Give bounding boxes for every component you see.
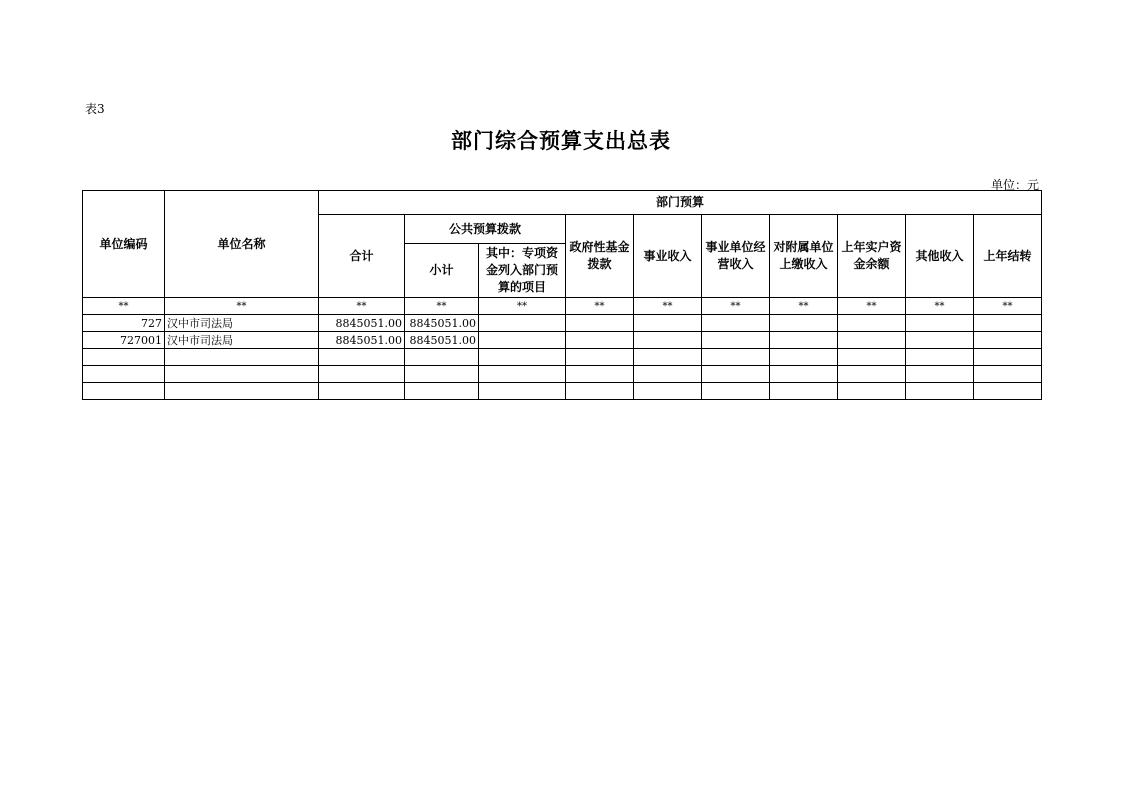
cell-operating: [702, 332, 770, 349]
header-unit-code: 单位编码: [83, 191, 165, 298]
page-title: 部门综合预算支出总表: [451, 129, 671, 153]
cell-other: [906, 366, 974, 383]
marker-cell: **: [702, 298, 770, 315]
cell-prior: [838, 349, 906, 366]
cell-gov-fund: [566, 315, 634, 332]
cell-prior: [838, 332, 906, 349]
cell-subsidiary: [770, 315, 838, 332]
marker-cell: **: [634, 298, 702, 315]
cell-carry: [974, 332, 1042, 349]
cell-subsidiary: [770, 332, 838, 349]
cell-carry: [974, 349, 1042, 366]
cell-total: [319, 349, 405, 366]
marker-cell: **: [165, 298, 319, 315]
marker-cell: **: [479, 298, 566, 315]
header-unit-name: 单位名称: [165, 191, 319, 298]
cell-other: [906, 332, 974, 349]
header-total: 合计: [319, 215, 405, 298]
marker-cell: **: [770, 298, 838, 315]
cell-special: [479, 349, 566, 366]
cell-other: [906, 349, 974, 366]
table-row: [83, 349, 1042, 366]
cell-name: 汉中市司法局: [165, 332, 319, 349]
marker-cell: **: [405, 298, 479, 315]
cell-business: [634, 349, 702, 366]
unit-label: 单位：元: [990, 178, 1039, 192]
cell-operating: [702, 349, 770, 366]
cell-total: [319, 383, 405, 400]
cell-total: 8845051.00: [319, 315, 405, 332]
cell-special: [479, 332, 566, 349]
table-row: [83, 332, 1042, 349]
header-other-income: 其他收入: [906, 215, 974, 298]
cell-code: [83, 383, 165, 400]
cell-subsidiary: [770, 349, 838, 366]
marker-cell: **: [838, 298, 906, 315]
table-row: [83, 383, 1042, 400]
marker-cell: **: [83, 298, 165, 315]
header-public-budget: 公共预算拨款: [405, 215, 566, 244]
table-row: [83, 366, 1042, 383]
cell-business: [634, 332, 702, 349]
cell-gov-fund: [566, 332, 634, 349]
cell-business: [634, 366, 702, 383]
cell-code: [83, 349, 165, 366]
marker-cell: **: [319, 298, 405, 315]
table-row: [83, 315, 1042, 332]
cell-total: [319, 366, 405, 383]
cell-code: [83, 366, 165, 383]
budget-table: [82, 190, 1042, 400]
header-carry-over: 上年结转: [974, 215, 1042, 298]
table-header: [83, 191, 1042, 298]
cell-carry: [974, 315, 1042, 332]
cell-operating: [702, 366, 770, 383]
cell-operating: [702, 383, 770, 400]
cell-special: [479, 366, 566, 383]
cell-subsidiary: [770, 383, 838, 400]
cell-carry: [974, 366, 1042, 383]
cell-other: [906, 383, 974, 400]
cell-subtotal: 8845051.00: [405, 332, 479, 349]
cell-name: 汉中市司法局: [165, 315, 319, 332]
cell-subtotal: [405, 383, 479, 400]
cell-operating: [702, 315, 770, 332]
cell-subtotal: [405, 349, 479, 366]
cell-gov-fund: [566, 366, 634, 383]
header-subtotal: 小计: [405, 244, 479, 298]
header-prior-balance: 上年实户资金余额: [838, 215, 906, 298]
cell-subsidiary: [770, 366, 838, 383]
cell-name: [165, 349, 319, 366]
cell-code: 727001: [83, 332, 165, 349]
cell-name: [165, 366, 319, 383]
cell-code: 727: [83, 315, 165, 332]
header-dept-budget: 部门预算: [319, 191, 1042, 215]
cell-gov-fund: [566, 349, 634, 366]
cell-name: [165, 383, 319, 400]
cell-subtotal: 8845051.00: [405, 315, 479, 332]
header-gov-fund: 政府性基金拨款: [566, 215, 634, 298]
cell-prior: [838, 383, 906, 400]
header-subsidiary-income: 对附属单位上缴收入: [770, 215, 838, 298]
cell-total: 8845051.00: [319, 332, 405, 349]
cell-prior: [838, 315, 906, 332]
cell-gov-fund: [566, 383, 634, 400]
table-label: 表3: [85, 102, 105, 116]
marker-cell: **: [974, 298, 1042, 315]
marker-cell: **: [566, 298, 634, 315]
cell-prior: [838, 366, 906, 383]
cell-subtotal: [405, 366, 479, 383]
cell-business: [634, 315, 702, 332]
cell-other: [906, 315, 974, 332]
cell-special: [479, 383, 566, 400]
header-special-funds: 其中：专项资金列入部门预算的项目: [479, 244, 566, 298]
cell-business: [634, 383, 702, 400]
header-operating-income: 事业单位经营收入: [702, 215, 770, 298]
cell-special: [479, 315, 566, 332]
marker-row: [83, 298, 1042, 315]
header-business-income: 事业收入: [634, 215, 702, 298]
marker-cell: **: [906, 298, 974, 315]
table-body: [83, 315, 1042, 400]
cell-carry: [974, 383, 1042, 400]
